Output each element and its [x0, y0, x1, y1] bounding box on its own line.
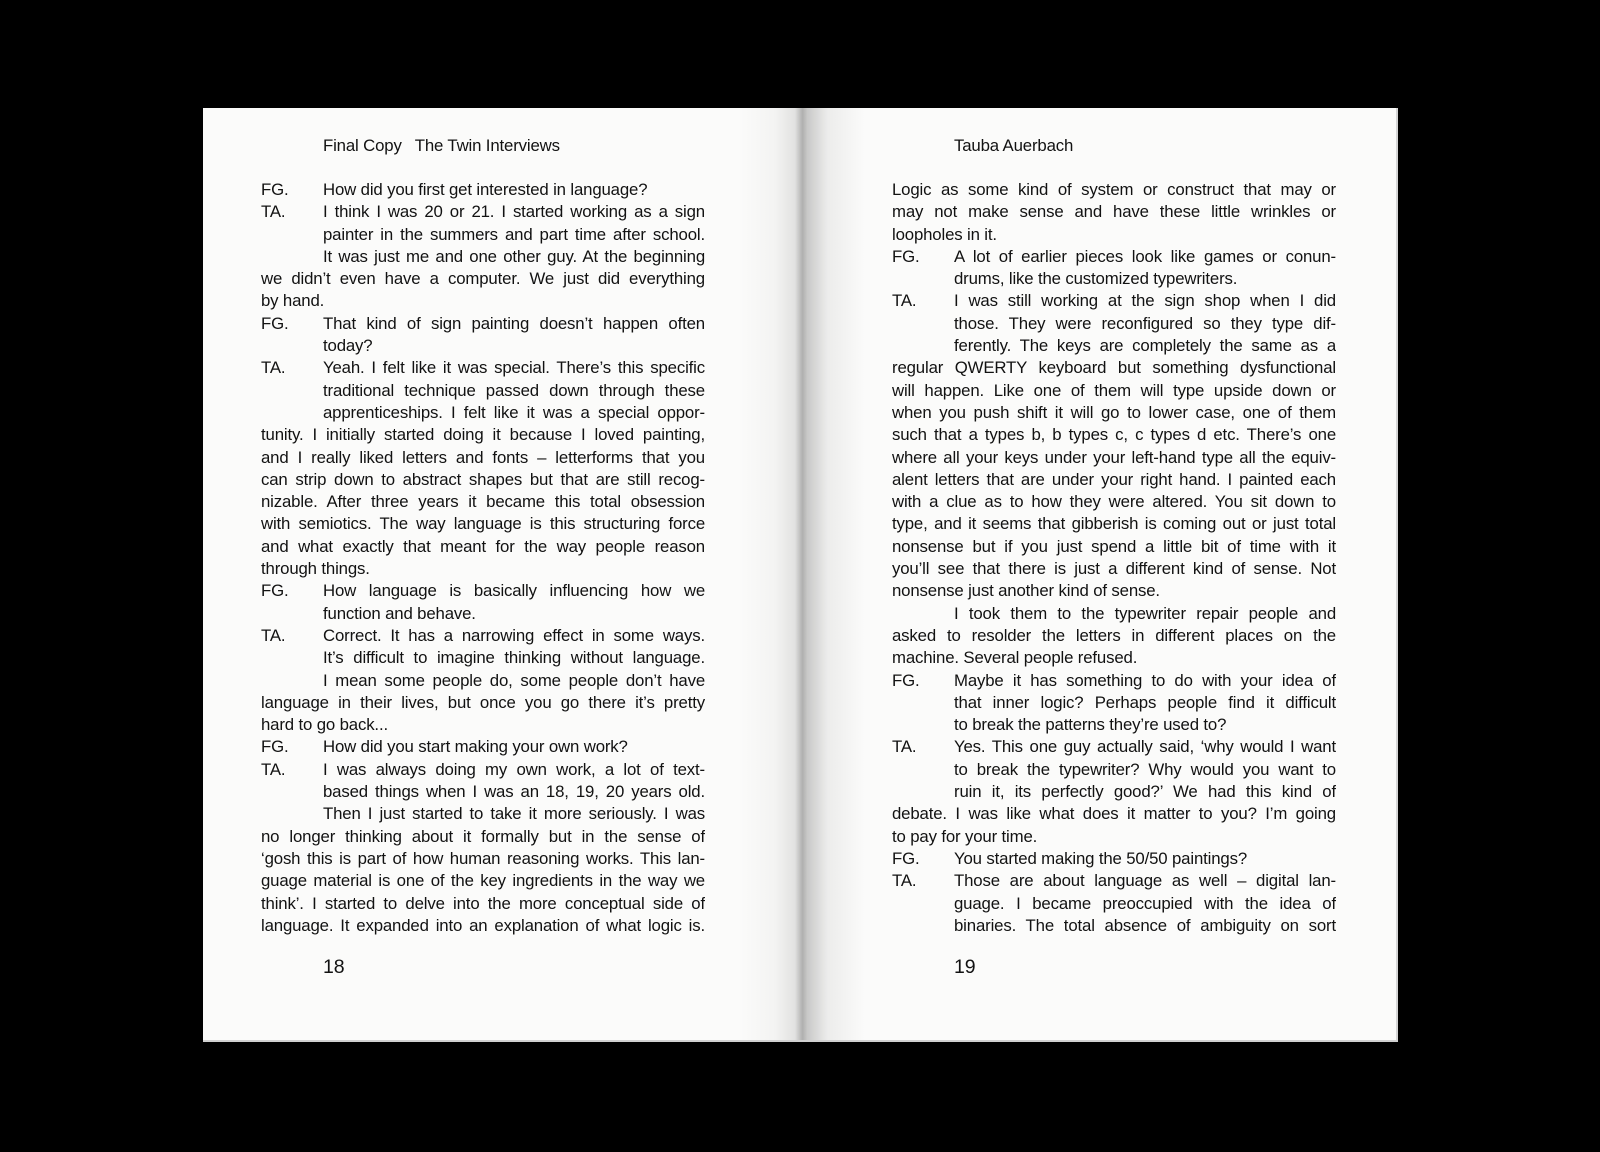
line-text: type, and it seems that gibberish is coming out or just total [892, 514, 1336, 534]
speaker-label: FG. [261, 737, 289, 757]
line-text: we didn’t even have a computer. We just did everything [261, 269, 705, 289]
text-line [892, 513, 1336, 535]
text-line [261, 402, 705, 424]
line-text: through things. [261, 559, 370, 579]
text-line [892, 580, 1336, 602]
line-text: apprenticeships. I felt like it was a special oppor- [323, 402, 705, 422]
line-text: A lot of earlier pieces look like games or conun- [954, 246, 1336, 266]
line-text: I was always doing my own work, a lot of text- [323, 759, 705, 779]
line-text: It was just me and one other guy. At the beginning [323, 246, 705, 266]
text-line [261, 424, 705, 446]
text-line [892, 469, 1336, 491]
text-line [892, 803, 1336, 825]
line-text: machine. Several people refused. [892, 648, 1138, 668]
line-text: nizable. After three years it became this total obsession [261, 492, 705, 512]
line-text: and what exactly that meant for the way people reason [261, 536, 705, 556]
line-text: no longer thinking about it formally but in the sense of [261, 826, 705, 846]
text-line [261, 781, 705, 803]
text-line [892, 402, 1336, 424]
right-page-body [892, 179, 1336, 937]
line-text: binaries. The total absence of ambiguity on sort [954, 915, 1336, 935]
text-line [892, 625, 1336, 647]
text-line [892, 357, 1336, 379]
line-text: I took them to the typewriter repair people and [954, 603, 1336, 623]
book-spread [203, 108, 1398, 1042]
text-line [261, 179, 705, 201]
text-line [261, 357, 705, 379]
text-line [261, 625, 705, 647]
text-line [892, 536, 1336, 558]
text-line [261, 826, 705, 848]
line-text: think’. I started to delve into the more conceptual side of [261, 893, 705, 913]
left-page-header [323, 135, 560, 157]
line-text: when you push shift it will go to lower case, one of them [892, 402, 1336, 422]
text-line [261, 603, 705, 625]
text-line [892, 893, 1336, 915]
text-line [892, 179, 1336, 201]
line-text: Yes. This one guy actually said, ‘why would I want [954, 737, 1336, 757]
text-line [892, 335, 1336, 357]
speaker-label: FG. [892, 246, 920, 266]
line-text: language. It expanded into an explanation of what logic is. [261, 915, 705, 935]
text-line [892, 558, 1336, 580]
text-line [892, 380, 1336, 402]
line-text: based things when I was an 18, 19, 20 years old. [323, 782, 705, 802]
text-line [892, 268, 1336, 290]
speaker-label: FG. [892, 670, 920, 690]
text-line [261, 536, 705, 558]
line-text: ‘gosh this is part of how human reasoning works. This lan- [261, 848, 705, 868]
line-text: ruin it, its perfectly good?’ We had this kind of [954, 782, 1336, 802]
text-line [261, 759, 705, 781]
line-text: by hand. [261, 291, 325, 311]
text-line [261, 246, 705, 268]
line-text: guage material is one of the key ingredients in the way we [261, 871, 705, 891]
text-line [892, 201, 1336, 223]
line-text: Then I just started to take it more seriously. I was [323, 804, 705, 824]
line-text: regular QWERTY keyboard but something dysfunctional [892, 358, 1336, 378]
line-text: can strip down to abstract shapes but that are still recog- [261, 469, 705, 489]
line-text: Logic as some kind of system or construct that may or [892, 180, 1336, 199]
running-title: Tauba Auerbach [954, 136, 1074, 155]
line-text: tunity. I initially started doing it because I loved painting, [261, 425, 705, 445]
text-line [261, 491, 705, 513]
line-text: loopholes in it. [892, 224, 997, 244]
text-line [892, 424, 1336, 446]
text-line [261, 580, 705, 602]
running-title: Final Copy [323, 136, 402, 155]
line-text: guage. I became preoccupied with the idea of [954, 893, 1336, 913]
text-line [261, 313, 705, 335]
text-line [892, 603, 1336, 625]
speaker-label: TA. [261, 358, 286, 378]
text-line [892, 759, 1336, 781]
line-text: today? [323, 336, 373, 356]
text-line [261, 692, 705, 714]
line-text: Yeah. I felt like it was special. There’s this specific [323, 358, 705, 378]
text-line [261, 469, 705, 491]
line-text: That kind of sign painting doesn’t happen often [323, 313, 705, 333]
line-text: How language is basically influencing how we [323, 581, 705, 601]
line-text: where all your keys under your left-hand type all the equiv- [892, 447, 1336, 467]
text-line [892, 915, 1336, 937]
left-page-body [261, 179, 705, 937]
line-text: I mean some people do, some people don’t have [323, 670, 705, 690]
text-line [261, 558, 705, 580]
line-text: How did you start making your own work? [323, 737, 628, 757]
line-text: such that a types b, b types c, c types d etc. There’s one [892, 425, 1336, 445]
text-line [261, 893, 705, 915]
line-text: and I really liked letters and fonts – letterforms that you [261, 447, 705, 467]
text-line [261, 870, 705, 892]
left-page-number: 18 [323, 956, 345, 978]
text-line [892, 670, 1336, 692]
text-line [892, 781, 1336, 803]
line-text: will happen. Like one of them will type upside down or [892, 380, 1336, 400]
speaker-label: TA. [892, 737, 917, 757]
line-text: ferently. The keys are completely the same as a [954, 336, 1336, 356]
text-line [892, 692, 1336, 714]
page-edge-right [1396, 108, 1398, 1042]
text-line [892, 313, 1336, 335]
spine-gutter-shadow [740, 108, 865, 1042]
text-line [261, 290, 705, 312]
line-text: drums, like the customized typewriters. [954, 269, 1238, 289]
speaker-label: TA. [892, 291, 917, 311]
speaker-label: FG. [261, 581, 289, 601]
line-text: nonsense but if you just spend a little bit of time with it [892, 536, 1336, 556]
text-line [892, 870, 1336, 892]
line-text: How did you first get interested in language? [323, 180, 648, 199]
speaker-label: FG. [261, 313, 289, 333]
line-text: may not make sense and have these little wrinkles or [892, 202, 1336, 222]
line-text: asked to resolder the letters in different places on the [892, 625, 1336, 645]
text-line [261, 513, 705, 535]
speaker-label: TA. [892, 871, 917, 891]
line-text: It’s difficult to imagine thinking without language. [323, 648, 705, 668]
text-line [261, 915, 705, 937]
line-text: You started making the 50/50 paintings? [954, 848, 1248, 868]
running-subtitle: The Twin Interviews [414, 136, 560, 155]
line-text: Correct. It has a narrowing effect in some ways. [323, 625, 705, 645]
text-line [892, 224, 1336, 246]
speaker-label: FG. [261, 180, 289, 199]
line-text: those. They were reconfigured so they type dif- [954, 313, 1336, 333]
line-text: to break the patterns they’re used to? [954, 715, 1227, 735]
text-line [261, 224, 705, 246]
line-text: that inner logic? Perhaps people find it difficult [954, 692, 1336, 712]
text-line [892, 714, 1336, 736]
line-text: Those are about language as well – digital lan- [954, 871, 1336, 891]
text-line [261, 647, 705, 669]
text-line [261, 670, 705, 692]
speaker-label: FG. [892, 848, 920, 868]
text-line [261, 714, 705, 736]
right-page-header [954, 135, 1073, 157]
line-text: traditional technique passed down through these [323, 380, 705, 400]
text-line [261, 447, 705, 469]
line-text: with semiotics. The way language is this structuring force [261, 514, 705, 534]
text-line [892, 848, 1336, 870]
text-line [892, 246, 1336, 268]
line-text: hard to go back... [261, 715, 388, 735]
line-text: I was still working at the sign shop when I did [954, 291, 1336, 311]
text-line [261, 335, 705, 357]
line-text: with a clue as to how they were altered. You sit down to [892, 492, 1336, 512]
line-text: function and behave. [323, 603, 476, 623]
text-line [261, 268, 705, 290]
speaker-label: TA. [261, 625, 286, 645]
text-line [892, 290, 1336, 312]
text-line [892, 736, 1336, 758]
text-line [261, 380, 705, 402]
right-page-number: 19 [954, 956, 976, 978]
text-line [892, 447, 1336, 469]
line-text: Maybe it has something to do with your idea of [954, 670, 1336, 690]
text-line [261, 803, 705, 825]
line-text: painter in the summers and part time after school. [323, 224, 705, 244]
line-text: language in their lives, but once you go there it’s pretty [261, 692, 705, 712]
line-text: alent letters that are under your right hand. I painted each [892, 469, 1336, 489]
speaker-label: TA. [261, 759, 286, 779]
text-line [261, 736, 705, 758]
line-text: I think I was 20 or 21. I started working as a sign [323, 202, 705, 222]
text-line [261, 848, 705, 870]
line-text: you’ll see that there is just a different kind of sense. Not [892, 559, 1336, 579]
line-text: nonsense just another kind of sense. [892, 581, 1160, 601]
line-text: to pay for your time. [892, 826, 1038, 846]
line-text: to break the typewriter? Why would you want to [954, 759, 1336, 779]
text-line [892, 826, 1336, 848]
text-line [892, 647, 1336, 669]
page-edge-bottom [203, 1040, 1398, 1042]
text-line [892, 491, 1336, 513]
text-line [261, 201, 705, 223]
speaker-label: TA. [261, 202, 286, 222]
line-text: debate. I was like what does it matter to you? I’m going [892, 804, 1336, 824]
